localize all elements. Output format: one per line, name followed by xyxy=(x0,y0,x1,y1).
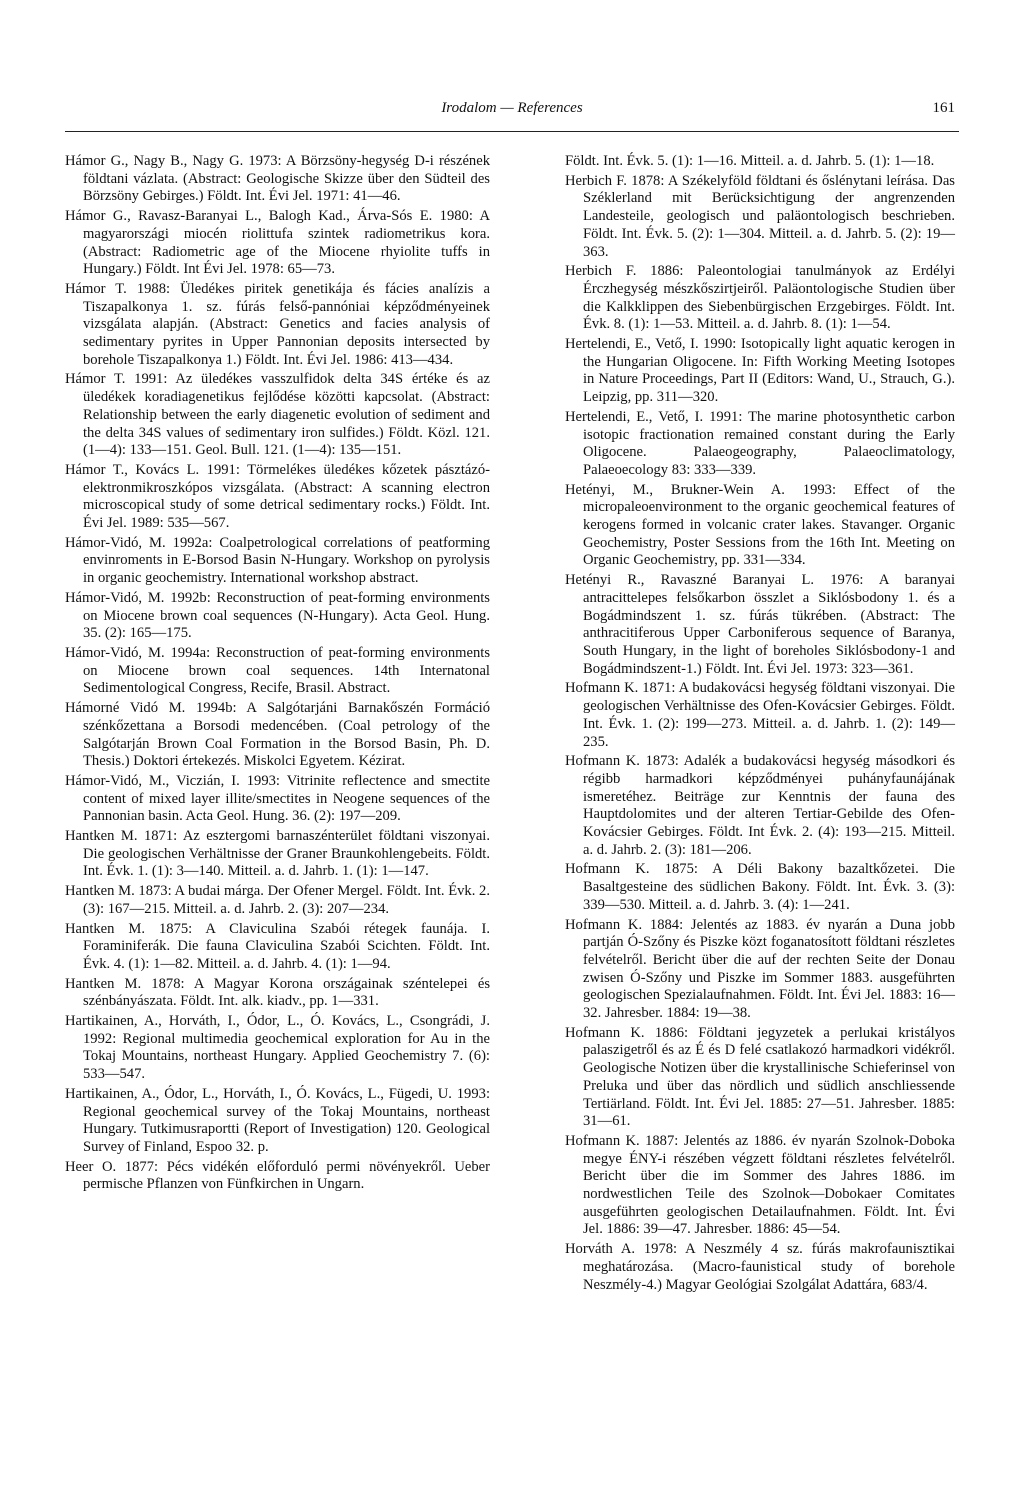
running-title: Irodalom — References xyxy=(441,100,583,116)
reference-entry: Hámor-Vidó, M., Viczián, I. 1993: Vitrinite reflectence and smectite content of mixed layer illite/smectites in Neogene sequences of the Pannonian basin. Acta Geol. Hung. 36. (2): 197—209. xyxy=(65,772,490,825)
running-header xyxy=(65,100,959,128)
reference-entry: Hertelendi, E., Vető, I. 1990: Isotopically light aquatic kerogen in the Hungarian Oligocene. In: Fifth Working Meeting Isotopes in Nature Proceedings, Part II (Editors: Wand, U., Strauch, G.). Leipzig, pp. 311—320. xyxy=(565,336,955,406)
reference-entry: Hofmann K. 1886: Földtani jegyzetek a perlukai kristályos palaszigetről és az É és D felé csatlakozó harmadkori vidékről. Geologische Notizen über die krystallinische Schieferinsel von Preluka und über das nördlich und südlich anschliessende Tertiärland. Földt. Int. Évi Jel. 1885: 27—51. Jahresber. 1885: 31—61. xyxy=(565,1024,955,1130)
reference-entry: Hantken M. 1878: A Magyar Korona országainak széntelepei és szénbányászata. Földt. Int. alk. kiadv., pp. 1—331. xyxy=(65,975,490,1010)
reference-entry: Horváth A. 1978: A Neszmély 4 sz. fúrás makrofaunisztikai meghatározása. (Macro-faunistical study of borehole Neszmély-4.) Magyar Geológiai Szolgálat Adattára, 683/4. xyxy=(565,1241,955,1293)
header-rule xyxy=(65,131,959,132)
reference-entry: Hertelendi, E., Vető, I. 1991: The marine photosynthetic carbon isotopic fractionation remained constant during the Early Oligocene. Palaeogeography, Palaeoclimatology, Palaeoecology 83: 333—339. xyxy=(565,408,955,478)
reference-entry: Hofmann K. 1887: Jelentés az 1886. év nyarán Szolnok-Doboka megye ÉNY-i részében végzett földtani részletes felvételről. Bericht über die im Sommer des Jahres 1886. im nordwestlichen Teile des Szolnok—Dobokaer Comitates ausgeführten geologischen Detailaufnahmen. Földt. Int. Évi Jel. 1886: 39—47. Jahresber. 1886: 45—54. xyxy=(565,1132,955,1238)
reference-entry: Hofmann K. 1871: A budakovácsi hegység földtani viszonyai. Die geologischen Verhältnisse des Ofen-Kovácsier Gebirges. Földt. Int. Évk. 1. (2): 199—273. Mitteil. a. d. Jahrb. 1. (2): 149—235. xyxy=(565,680,955,750)
reference-entry: Hámor-Vidó, M. 1992b: Reconstruction of peat-forming environments on Miocene brown coal sequences (N-Hungary). Acta Geol. Hung. 35. (2): 165—175. xyxy=(65,589,490,642)
reference-entry: Hofmann K. 1873: Adalék a budakovácsi hegység másodkori és régibb harmadkori képződményei puhányfaunájának ismeretéhez. Beiträge zur Kenntnis der fauna des Hauptdolomites und der alteren Tertiar-Gebilde des Ofen-Kovácsier Gebirges. Földt. Int Évk. 2. (4): 193—215. Mitteil. a. d. Jahrb. 2. (3): 181—206. xyxy=(565,753,955,858)
reference-entry: Heer O. 1877: Pécs vidékén előforduló permi növényekről. Ueber permische Pflanzen von Fünfkirchen in Ungarn. xyxy=(65,1158,490,1193)
reference-entry: Hámor-Vidó, M. 1992a: Coalpetrological correlations of peatforming envinroments in E-Borsod Basin N-Hungary. Workshop on pyrolysis in organic geochemistry. International workshop abstract. xyxy=(65,534,490,587)
reference-entry: Hámor T., Kovács L. 1991: Törmelékes üledékes kőzetek pásztázó-elektronmikroszkópos vizsgálata. (Abstract: A scanning electron microscopical study of some detrical sedimentary rocks.) Földt. Int. Évi Jel. 1989: 535—567. xyxy=(65,461,490,532)
reference-entry: Hantken M. 1875: A Claviculina Szabói rétegek faunája. I. Foraminiferák. Die fauna Claviculina Szabói Scichten. Földt. Int. Évk. 4. (1): 1—82. Mitteil. a. d. Jahrb. 4. (1): 1—94. xyxy=(65,920,490,972)
reference-entry: Hantken M. 1871: Az esztergomi barnaszénterület földtani viszonyai. Die geologischen Verhältnisse der Graner Braunkohlengebeits. Földt. Int. Évk. 1. (1): 3—140. Mitteil. a. d. Jahrb. 1. (1): 1—147. xyxy=(65,828,490,880)
reference-entry: Hetényi R., Ravaszné Baranyai L. 1976: A baranyai antracittelepes felsőkarbon összlet a Siklósbodony 1. és a Bogádmindszent 1. sz. fúrás tükrében. (Abstract: The anthracitiferous Upper Carboniferous sequence of Baranya, South Hungary, in the light of boreholes Siklósbodony-1 and Bogádmindszent-1.) Földt. Int. Évi Jel. 1973: 323—361. xyxy=(565,572,955,677)
reference-entry: Hofmann K. 1884: Jelentés az 1883. év nyarán a Duna jobb partján Ó-Szőny és Piszke közt foganatosított földtani részletes felvételről. Bericht über die auf der rechten Seite der Donau zwisen Ó-Szőny und Piszke im Sommer 1883. ausgeführten geologischen Spezialaufnahmen. Földt. Int. Évi Jel. 1883: 16—32. Jahresber. 1884: 19—38. xyxy=(565,916,955,1022)
reference-entry: Hámor T. 1988: Üledékes piritek genetikája és fácies analízis a Tiszapalkonya 1. sz. fúrás felső-pannóniai képződményeinek vizsgálata alapján. (Abstract: Genetics and facies analysis of sedimentary pyrites in Upper Pannonian deposits intersected by borehole Tiszapalkonya 1.) Földt. Int. Évi Jel. 1986: 413—434. xyxy=(65,280,490,368)
reference-entry: Hartikainen, A., Ódor, L., Horváth, I., Ó. Kovács, L., Fügedi, U. 1993: Regional geochemical survey of the Tokaj Mountains, northeast Hungary. Tutkimusraportti (Report of Investigation) 120. Geological Survey of Finland, Espoo 32. p. xyxy=(65,1085,490,1155)
reference-entry: Földt. Int. Évk. 5. (1): 1—16. Mitteil. a. d. Jahrb. 5. (1): 1—18. xyxy=(565,153,935,169)
right-column xyxy=(565,153,955,1296)
reference-entry: Hámor G., Ravasz-Baranyai L., Balogh Kad., Árva-Sós E. 1980: A magyarországi miocén riolittufa szintek radiometrikus kora. (Abstract: Radiometric age of the Miocene rhyiolite tuffs in Hungary.) Földt. Int Évi Jel. 1978: 65—73. xyxy=(65,208,490,278)
reference-entry: Herbich F. 1886: Paleontologiai tanulmányok az Erdélyi Érczhegység mészkőszirtjeiről. Paläontologische Studien über die Kalkklippen des Siebenbürgischen Erzgebirges. Földt. Int. Évk. 8. (1): 1—53. Mitteil. a. d. Jahrb. 8. (1): 1—54. xyxy=(565,263,955,333)
reference-entry: Hámor-Vidó, M. 1994a: Reconstruction of peat-forming environments on Miocene brown coal sequences. 14th Internatonal Sedimentological Congress, Recife, Brasil. Abstract. xyxy=(65,644,490,697)
reference-entry: Hetényi, M., Brukner-Wein A. 1993: Effect of the micropaleoenvironment to the organic geochemical features of kerogens formed in volcanic crater lakes. Stavanger. Organic Geochemistry, Poster Sessions from the 16th Int. Meeting on Organic Geochemistry, pp. 331—334. xyxy=(565,481,955,569)
reference-entry: Hofmann K. 1875: A Déli Bakony bazaltkőzetei. Die Basaltgesteine des südlichen Bakony. Földt. Int. Évk. 3. (3): 339—530. Mitteil. a. d. Jahrb. 3. (4): 1—241. xyxy=(565,861,955,913)
reference-entry: Herbich F. 1878: A Székelyföld földtani és őslénytani leírása. Das Széklerland mit Berücksichtigung der angrenzenden Landesteile, geologisch und paläontologisch beschrieben. Földt. Int. Évk. 5. (2): 1—304. Mitteil. a. d. Jahrb. 5. (2): 19—363. xyxy=(565,172,955,260)
reference-entry: Hámor G., Nagy B., Nagy G. 1973: A Börzsöny-hegység D-i részének földtani vázlata. (Abstract: Geologische Skizze über den Südteil des Börzsöny Gebirges.) Földt. Int. Évi Jel. 1971: 41—46. xyxy=(65,153,490,205)
left-column xyxy=(65,153,490,1196)
page-number: 161 xyxy=(932,100,955,116)
reference-entry: Hartikainen, A., Horváth, I., Ódor, L., Ó. Kovács, L., Csongrádi, J. 1992: Regional multimedia geochemical exploration for Au in the Tokaj Mountains, northeast Hungary. Applied Geochemistry 7. (6): 533—547. xyxy=(65,1013,490,1083)
reference-entry: Hámorné Vidó M. 1994b: A Salgótarjáni Barnakőszén Formáció szénkőzettana a Borsodi medencében. (Coal petrology of the Salgótarján Brown Coal Formation in the Borsod Basin, Ph. D. Thesis.) Doktori értekezés. Miskolci Egyetem. Kézirat. xyxy=(65,700,490,770)
reference-entry: Hantken M. 1873: A budai márga. Der Ofener Mergel. Földt. Int. Évk. 2. (3): 167—215. Mitteil. a. d. Jahrb. 2. (3): 207—234. xyxy=(65,883,490,917)
reference-entry: Hámor T. 1991: Az üledékes vasszulfidok delta 34S értéke és az üledékek koradiagenetikus fejlődése közötti kapcsolat. (Abstract: Relationship between the early diagenetic evolution of sediment and the delta 34S values of sedimentary iron sulfides.) Földt. Közl. 121. (1—4): 133—151. Geol. Bull. 121. (1—4): 135—151. xyxy=(65,371,490,459)
